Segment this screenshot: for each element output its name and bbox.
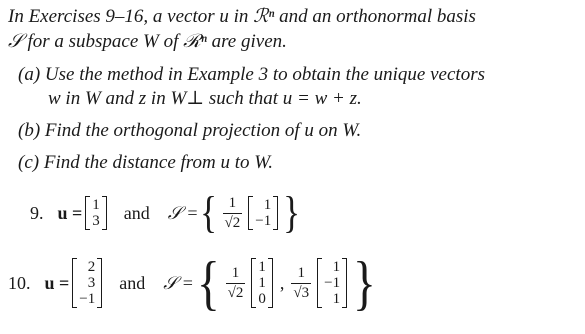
part-c	[18, 152, 273, 174]
coef-denominator: √2	[224, 214, 241, 231]
vector-entry: 1	[332, 259, 341, 275]
vector-entry: 1	[332, 291, 341, 307]
vector-entry: 3	[92, 213, 100, 229]
coef-numerator: 1	[228, 194, 237, 211]
exercise-10-and: and	[119, 272, 146, 293]
coef-denominator: √3	[293, 284, 310, 301]
part-c-label: (c)	[18, 152, 40, 173]
intro-line-1: In Exercises 9–16, a vector u in ℛⁿ and an orthonormal basis	[8, 6, 476, 27]
exercise-10	[8, 248, 379, 318]
exercise-10-coef-1	[226, 265, 246, 302]
exercise-10-u-label: u =	[44, 272, 70, 293]
left-brace: {	[200, 188, 218, 237]
part-b-text: Find the orthogonal projection of u on W.	[44, 120, 362, 141]
coef-numerator: 1	[297, 264, 305, 281]
part-a-label: (a)	[18, 64, 41, 85]
part-a-text-1: Use the method in Example 3 to obtain the unique vectors	[44, 64, 485, 85]
exercise-9	[30, 188, 302, 238]
vector-entry: 2	[87, 259, 96, 275]
exercise-9-s-label: 𝒮 =	[167, 202, 199, 223]
part-b-label: (b)	[18, 120, 41, 141]
vector-entry: 1	[258, 275, 266, 291]
vector-entry: −1	[324, 275, 341, 291]
exercise-9-u-vector	[85, 196, 107, 230]
comma: ,	[279, 272, 285, 293]
exercise-9-and: and	[123, 202, 150, 223]
vector-entry: 3	[87, 275, 96, 291]
right-brace: }	[352, 250, 377, 316]
exercise-10-basis-vector-2	[317, 258, 347, 308]
vector-entry: 1	[258, 259, 266, 275]
vector-entry: 0	[258, 291, 266, 307]
part-a	[18, 64, 485, 86]
vector-entry: −1	[255, 213, 272, 229]
part-a-text-2: w in W and z in W⊥ such that u = w + z.	[48, 88, 362, 109]
vector-entry: 1	[92, 197, 100, 213]
coef-denominator: √2	[227, 284, 244, 301]
exercise-10-number: 10.	[8, 272, 31, 293]
part-b	[18, 120, 361, 142]
exercise-9-u-label: u =	[57, 202, 83, 223]
exercise-10-u-vector	[72, 258, 102, 308]
exercise-9-basis-vector	[248, 196, 278, 230]
intro-line-2: 𝒮 for a subspace W of ℛⁿ are given.	[8, 31, 287, 52]
part-c-text: Find the distance from u to W.	[43, 152, 274, 173]
left-brace: {	[196, 250, 220, 316]
vector-entry: −1	[79, 291, 96, 307]
exercise-9-coef	[223, 195, 243, 232]
exercise-9-number: 9.	[30, 202, 44, 223]
right-brace: }	[283, 188, 301, 237]
exercise-10-s-label: 𝒮 =	[163, 272, 194, 293]
exercise-10-basis-vector-1	[251, 258, 273, 308]
vector-entry: 1	[263, 197, 272, 213]
exercise-10-coef-2	[291, 265, 311, 302]
coef-numerator: 1	[231, 264, 240, 281]
